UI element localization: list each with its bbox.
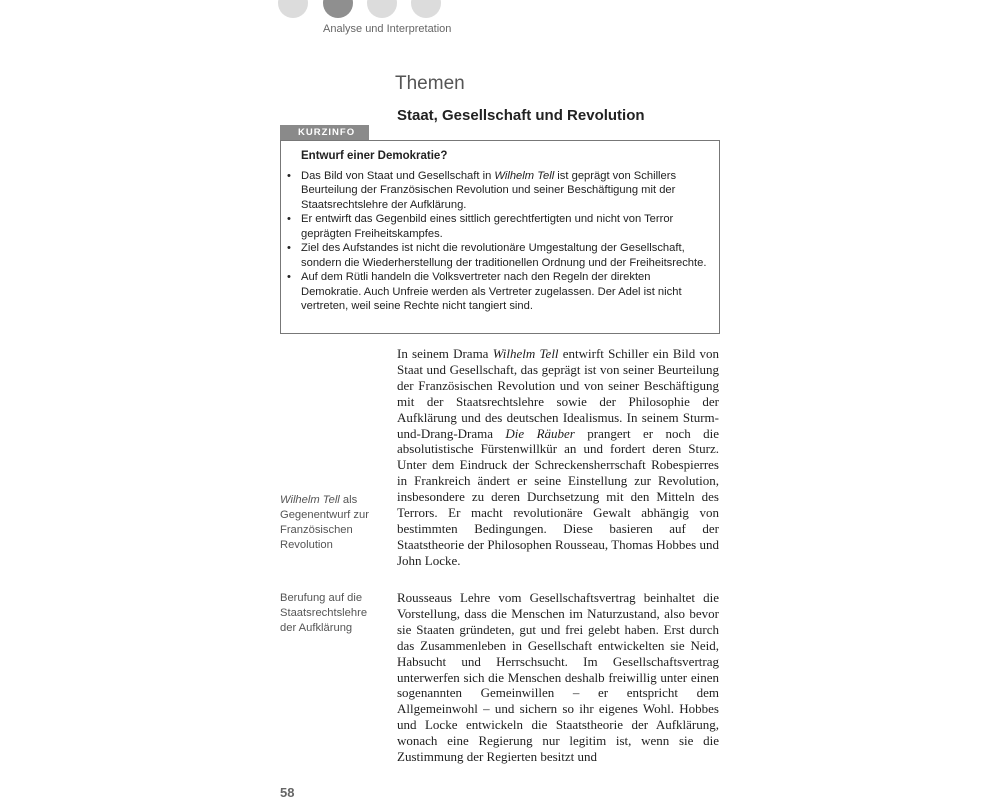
- kurzinfo-bullet: [287, 212, 709, 241]
- paragraph-text: prangert er noch die absolutistische Fürstenwillkür an und fordert deren Sturz. Unter dem Eindruck der Schreckensherrschaft Robespierres in Frankreich ändert er seine Einstellung zur Revolution, insbesondere zu deren Durchsetzung mit den Mitteln des Terrors. Er macht revolutionäre Gewalt abhängig von bestimmten Bedingungen. Diese basieren auf der Staatstheorie der Philosophen Rousseau, Thomas Hobbes und John Locke.: [397, 425, 720, 568]
- kurzinfo-list: [287, 169, 709, 314]
- work-title: Die Räuber: [505, 425, 575, 441]
- work-title: Wilhelm Tell: [494, 169, 555, 182]
- bullet-text: Ziel des Aufstandes ist nicht die revolutionäre Umgestaltung der Gesellschaft, sondern die Wiederherstellung der traditionellen Ordnung und der Freiheitsrechte.: [301, 242, 707, 269]
- bullet-text: ist geprägt von Schillers Beurteilung der Französischen Revolution und seiner Beschäftigung mit der Staatsrechtslehre der Aufklärung.: [301, 169, 677, 211]
- kurzinfo-bullet: [287, 270, 709, 314]
- kurzinfo-box: [280, 140, 720, 334]
- section-title: Staat, Gesellschaft und Revolution: [397, 107, 645, 124]
- section-label: Analyse und Interpretation: [323, 23, 452, 35]
- kurzinfo-bullet: [287, 169, 709, 213]
- bullet-icon: •: [287, 271, 291, 283]
- chapter-navigation-dots: [278, 0, 478, 18]
- nav-dot[interactable]: [411, 0, 441, 18]
- kurzinfo-bullet: [287, 241, 709, 270]
- body-paragraph-2: Rousseaus Lehre vom Gesellschaftsvertrag beinhaltet die Vorstellung, dass die Menschen im Naturzustand, also bevor sie Staaten gründeten, gut und frei gelebt haben. Erst durch das Zusammenleben in Gesellschaft entwickelten sie Neid, Habsucht und Herrschsucht. Im Gesellschaftsvertrag unterwerfen sich die Menschen deshalb freiwillig unter einen sogenannten Gemeinwillen – er entspricht dem Allgemeinwohl – und sichern so ihr eigenes Wohl. Hobbes und Locke entwickeln die Staatstheorie der Aufklärung, wonach eine Regierung nur legitim ist, wenn sie die Zustimmung der Regierten besitzt und: [397, 590, 719, 765]
- paragraph-text: In seinem Drama: [397, 346, 493, 361]
- bullet-icon: •: [287, 213, 291, 225]
- margin-note-gegenentwurf: [280, 493, 380, 553]
- nav-dot[interactable]: [367, 0, 397, 18]
- kurzinfo-heading: Entwurf einer Demokratie?: [301, 150, 448, 162]
- kurzinfo-tab: KURZINFO: [280, 125, 369, 140]
- nav-dot-active[interactable]: [323, 0, 353, 18]
- margin-note-staatsrechtslehre: Berufung auf die Staatsrechtslehre der Aufklärung: [280, 592, 368, 634]
- bullet-icon: •: [287, 242, 291, 254]
- margin-note-text: als Gegenentwurf zur Französischen Revolution: [280, 494, 369, 551]
- work-title: Wilhelm Tell: [492, 346, 559, 361]
- bullet-icon: •: [287, 169, 291, 182]
- body-paragraph-1: [397, 346, 719, 569]
- paragraph-text: entwirft Schiller ein Bild von Staat und Gesellschaft, das geprägt ist von seiner Beurteilung der Französischen Revolution und von seiner Beschäftigung mit der Staatsrechtslehre sowie der Philosophie der Aufklärung und des deutschen Idealismus. In seinem Sturm-und-Drang-Drama: [397, 346, 719, 441]
- chapter-title: Themen: [395, 73, 465, 94]
- bullet-text: Das Bild von Staat und Gesellschaft in: [301, 169, 495, 182]
- nav-dot[interactable]: [278, 0, 308, 18]
- page-number: 58: [280, 785, 295, 800]
- margin-note-title: Wilhelm Tell: [280, 494, 340, 506]
- bullet-text: Er entwirft das Gegenbild eines sittlich gerechtfertigten und nicht von Terror geprägten Freiheitskampfes.: [301, 213, 674, 240]
- bullet-text: Auf dem Rütli handeln die Volksvertreter nach den Regeln der direkten Demokratie. Auch Unfreie werden als Vertreter zugelassen. Der Adel ist nicht vertreten, weil seine Rechte nicht tangiert sind.: [301, 271, 682, 312]
